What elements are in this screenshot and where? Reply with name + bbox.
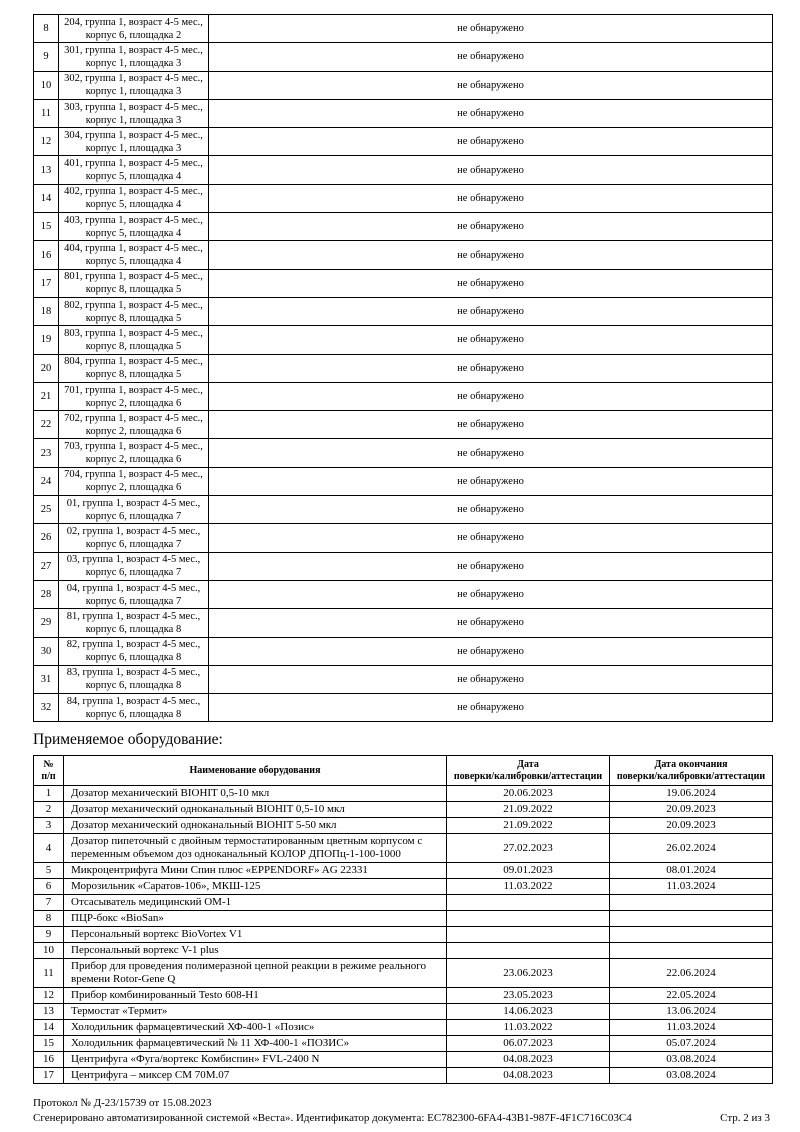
sample-description-line2: корпус 8, площадка 5: [85, 312, 182, 324]
equipment-number-cell: 3: [34, 818, 64, 834]
results-table-body: [34, 15, 773, 722]
equipment-row: [34, 1020, 773, 1036]
equipment-date-end-cell: 19.06.2024: [610, 786, 773, 802]
sample-row: [34, 156, 773, 184]
equipment-name-cell: Прибор для проведения полимеразной цепной реакции в режиме реального времени Rotor-Gene Q: [64, 959, 447, 988]
equipment-date-cell: 04.08.2023: [447, 1052, 610, 1068]
sample-row: [34, 128, 773, 156]
sample-row: [34, 609, 773, 637]
equipment-date-cell: 06.07.2023: [447, 1036, 610, 1052]
equipment-header-date-end-line2: поверки/калибровки/аттестации: [616, 770, 766, 782]
sample-description-cell: [59, 496, 209, 524]
sample-description-cell: [59, 580, 209, 608]
sample-description-line2: корпус 1, площадка 3: [85, 86, 182, 98]
sample-number-cell: 26: [34, 524, 59, 552]
equipment-number-cell: 2: [34, 802, 64, 818]
sample-description-line2: корпус 1, площадка 3: [85, 114, 182, 126]
equipment-date-cell: [447, 943, 610, 959]
sample-result-cell: не обнаружено: [209, 241, 773, 269]
equipment-row: [34, 1036, 773, 1052]
sample-row: [34, 184, 773, 212]
equipment-row: [34, 1052, 773, 1068]
sample-description-line2: корпус 8, площадка 5: [85, 284, 182, 296]
equipment-date-end-cell: 08.01.2024: [610, 863, 773, 879]
sample-description-line1: 804, группа 1, возраст 4-5 мес.,: [64, 356, 203, 368]
sample-number-cell: 22: [34, 411, 59, 439]
sample-description-line2: корпус 2, площадка 6: [85, 425, 182, 437]
equipment-date-cell: 09.01.2023: [447, 863, 610, 879]
equipment-number-cell: 4: [34, 834, 64, 863]
sample-description-line2: корпус 6, площадка 8: [85, 652, 182, 664]
sample-description-line1: 01, группа 1, возраст 4-5 мес.,: [66, 497, 201, 509]
page-number: Стр. 2 из 3: [720, 1112, 770, 1125]
equipment-header-num: [34, 756, 64, 786]
equipment-number-cell: 14: [34, 1020, 64, 1036]
sample-description-line2: корпус 5, площадка 4: [85, 171, 182, 183]
sample-number-cell: 32: [34, 694, 59, 722]
sample-description-cell: [59, 665, 209, 693]
equipment-table-head: [34, 756, 773, 786]
equipment-row: [34, 786, 773, 802]
sample-description-line2: корпус 5, площадка 4: [85, 256, 182, 268]
sample-result-cell: не обнаружено: [209, 382, 773, 410]
equipment-row: [34, 927, 773, 943]
sample-number-cell: 14: [34, 184, 59, 212]
sample-description-line2: корпус 6, площадка 2: [85, 29, 182, 41]
equipment-date-end-cell: 20.09.2023: [610, 802, 773, 818]
sample-description-cell: [59, 439, 209, 467]
sample-description-line2: корпус 1, площадка 3: [85, 142, 182, 154]
sample-result-cell: не обнаружено: [209, 354, 773, 382]
sample-result-cell: не обнаружено: [209, 184, 773, 212]
equipment-name-cell: Термостат «Термит»: [64, 1004, 447, 1020]
equipment-row: [34, 911, 773, 927]
sample-description-line2: корпус 8, площадка 5: [85, 369, 182, 381]
equipment-date-end-cell: [610, 911, 773, 927]
equipment-header-date-end-line1: Дата окончания: [654, 759, 728, 771]
sample-row: [34, 326, 773, 354]
equipment-number-cell: 16: [34, 1052, 64, 1068]
sample-number-cell: 25: [34, 496, 59, 524]
equipment-row: [34, 863, 773, 879]
sample-description-cell: [59, 269, 209, 297]
sample-description-line2: корпус 6, площадка 8: [85, 623, 182, 635]
sample-description-line1: 704, группа 1, возраст 4-5 мес.,: [64, 469, 203, 481]
equipment-name-cell: Персональный вортекс V-1 plus: [64, 943, 447, 959]
sample-description-line2: корпус 6, площадка 8: [85, 680, 182, 692]
sample-description-cell: [59, 71, 209, 99]
sample-description-line1: 402, группа 1, возраст 4-5 мес.,: [64, 186, 203, 198]
sample-row: [34, 99, 773, 127]
equipment-header-date-end: [610, 756, 773, 786]
equipment-name-cell: Центрифуга «Фуга/вортекс Комбиспин» FVL-2400 N: [64, 1052, 447, 1068]
sample-number-cell: 27: [34, 552, 59, 580]
sample-description-cell: [59, 411, 209, 439]
equipment-row: [34, 834, 773, 863]
equipment-name-cell: Дозатор пипеточный с двойным термостатированным цветным корпусом с переменным объемом доз одноканальный КОЛОР ДПОПц-1-100-1000: [64, 834, 447, 863]
sample-description-line1: 801, группа 1, возраст 4-5 мес.,: [64, 271, 203, 283]
sample-number-cell: 31: [34, 665, 59, 693]
sample-number-cell: 20: [34, 354, 59, 382]
sample-result-cell: не обнаружено: [209, 128, 773, 156]
equipment-date-end-cell: 22.05.2024: [610, 988, 773, 1004]
sample-result-cell: не обнаружено: [209, 326, 773, 354]
equipment-number-cell: 12: [34, 988, 64, 1004]
equipment-row: [34, 802, 773, 818]
sample-number-cell: 17: [34, 269, 59, 297]
equipment-name-cell: Центрифуга – миксер СМ 70М.07: [64, 1068, 447, 1084]
sample-result-cell: не обнаружено: [209, 524, 773, 552]
equipment-date-cell: 14.06.2023: [447, 1004, 610, 1020]
sample-row: [34, 580, 773, 608]
equipment-date-cell: 23.05.2023: [447, 988, 610, 1004]
equipment-number-cell: 9: [34, 927, 64, 943]
sample-description-line2: корпус 2, площадка 6: [85, 482, 182, 494]
sample-number-cell: 9: [34, 43, 59, 71]
equipment-number-cell: 10: [34, 943, 64, 959]
equipment-row: [34, 959, 773, 988]
sample-description-cell: [59, 297, 209, 325]
sample-description-line1: 802, группа 1, возраст 4-5 мес.,: [64, 299, 203, 311]
equipment-header-date-line2: поверки/калибровки/аттестации: [453, 770, 603, 782]
sample-result-cell: не обнаружено: [209, 213, 773, 241]
sample-number-cell: 29: [34, 609, 59, 637]
sample-result-cell: не обнаружено: [209, 269, 773, 297]
sample-number-cell: 16: [34, 241, 59, 269]
equipment-date-end-cell: 03.08.2024: [610, 1052, 773, 1068]
sample-row: [34, 354, 773, 382]
sample-description-cell: [59, 524, 209, 552]
sample-result-cell: не обнаружено: [209, 694, 773, 722]
sample-description-line1: 302, группа 1, возраст 4-5 мес.,: [64, 73, 203, 85]
equipment-name-cell: Отсасыватель медицинский ОМ-1: [64, 895, 447, 911]
equipment-date-cell: 27.02.2023: [447, 834, 610, 863]
equipment-number-cell: 15: [34, 1036, 64, 1052]
equipment-date-cell: 20.06.2023: [447, 786, 610, 802]
equipment-date-end-cell: 03.08.2024: [610, 1068, 773, 1084]
sample-description-cell: [59, 552, 209, 580]
equipment-date-cell: [447, 911, 610, 927]
sample-number-cell: 13: [34, 156, 59, 184]
equipment-date-end-cell: 13.06.2024: [610, 1004, 773, 1020]
sample-number-cell: 23: [34, 439, 59, 467]
sample-row: [34, 269, 773, 297]
sample-description-line1: 701, группа 1, возраст 4-5 мес.,: [64, 384, 203, 396]
sample-row: [34, 665, 773, 693]
equipment-name-cell: Дозатор механический одноканальный BIOHIT 5-50 мкл: [64, 818, 447, 834]
sample-description-cell: [59, 43, 209, 71]
equipment-date-end-cell: [610, 943, 773, 959]
sample-description-line2: корпус 5, площадка 4: [85, 227, 182, 239]
equipment-row: [34, 895, 773, 911]
equipment-name-cell: Прибор комбинированный Testo 608-H1: [64, 988, 447, 1004]
sample-description-line1: 03, группа 1, возраст 4-5 мес.,: [66, 554, 201, 566]
sample-result-cell: не обнаружено: [209, 467, 773, 495]
equipment-name-cell: Холодильник фармацевтический № 11 ХФ-400-1 «ПОЗИС»: [64, 1036, 447, 1052]
sample-row: [34, 43, 773, 71]
sample-description-line1: 84, группа 1, возраст 4-5 мес.,: [66, 695, 201, 707]
footer-generated-row: [33, 1111, 772, 1126]
sample-description-line1: 301, группа 1, возраст 4-5 мес.,: [64, 44, 203, 56]
sample-description-cell: [59, 382, 209, 410]
sample-result-cell: не обнаружено: [209, 411, 773, 439]
sample-description-line1: 401, группа 1, возраст 4-5 мес.,: [64, 158, 203, 170]
equipment-row: [34, 988, 773, 1004]
sample-description-cell: [59, 241, 209, 269]
sample-number-cell: 18: [34, 297, 59, 325]
sample-row: [34, 213, 773, 241]
sample-row: [34, 382, 773, 410]
equipment-number-cell: 7: [34, 895, 64, 911]
sample-result-cell: не обнаружено: [209, 71, 773, 99]
sample-description-cell: [59, 354, 209, 382]
equipment-section-title: Применяемое оборудование:: [33, 731, 223, 749]
equipment-table-body: [34, 786, 773, 1084]
equipment-date-end-cell: 22.06.2024: [610, 959, 773, 988]
equipment-name-cell: Дозатор механический BIOHIT 0,5-10 мкл: [64, 786, 447, 802]
sample-number-cell: 30: [34, 637, 59, 665]
sample-result-cell: не обнаружено: [209, 156, 773, 184]
sample-row: [34, 552, 773, 580]
sample-result-cell: не обнаружено: [209, 637, 773, 665]
sample-row: [34, 496, 773, 524]
sample-description-line1: 702, группа 1, возраст 4-5 мес.,: [64, 412, 203, 424]
sample-description-line1: 204, группа 1, возраст 4-5 мес.,: [64, 16, 203, 28]
equipment-name-cell: Дозатор механический одноканальный BIOHIT 0,5-10 мкл: [64, 802, 447, 818]
equipment-number-cell: 17: [34, 1068, 64, 1084]
sample-description-line2: корпус 2, площадка 6: [85, 454, 182, 466]
equipment-row: [34, 943, 773, 959]
sample-description-line1: 82, группа 1, возраст 4-5 мес.,: [66, 639, 201, 651]
equipment-number-cell: 1: [34, 786, 64, 802]
sample-row: [34, 524, 773, 552]
sample-description-line2: корпус 6, площадка 7: [85, 538, 182, 550]
sample-description-cell: [59, 467, 209, 495]
equipment-name-cell: Персональный вортекс BioVortex V1: [64, 927, 447, 943]
sample-result-cell: не обнаружено: [209, 665, 773, 693]
equipment-header-date: [447, 756, 610, 786]
equipment-name-cell: Холодильник фармацевтический ХФ-400-1 «Позис»: [64, 1020, 447, 1036]
sample-number-cell: 24: [34, 467, 59, 495]
equipment-date-end-cell: 11.03.2024: [610, 1020, 773, 1036]
sample-number-cell: 19: [34, 326, 59, 354]
equipment-number-cell: 11: [34, 959, 64, 988]
equipment-date-end-cell: 05.07.2024: [610, 1036, 773, 1052]
footer-generated-line: Сгенерировано автоматизированной системой «Веста». Идентификатор документа: EC782300-6FA4-43B1-987F-4F1C716C03C4: [33, 1112, 632, 1125]
sample-result-cell: не обнаружено: [209, 439, 773, 467]
sample-row: [34, 411, 773, 439]
equipment-date-cell: 11.03.2022: [447, 879, 610, 895]
equipment-row: [34, 1004, 773, 1020]
sample-description-line1: 83, группа 1, возраст 4-5 мес.,: [66, 667, 201, 679]
results-table: [33, 14, 773, 722]
sample-result-cell: не обнаружено: [209, 43, 773, 71]
equipment-header-num-line1: №: [43, 759, 54, 771]
page-footer: [33, 1096, 772, 1126]
sample-description-cell: [59, 326, 209, 354]
sample-row: [34, 694, 773, 722]
sample-description-line2: корпус 1, площадка 3: [85, 57, 182, 69]
sample-result-cell: не обнаружено: [209, 297, 773, 325]
sample-row: [34, 439, 773, 467]
sample-description-cell: [59, 637, 209, 665]
equipment-table: [33, 755, 773, 1084]
equipment-date-end-cell: 20.09.2023: [610, 818, 773, 834]
sample-description-line2: корпус 5, площадка 4: [85, 199, 182, 211]
sample-description-line1: 04, группа 1, возраст 4-5 мес.,: [66, 582, 201, 594]
equipment-date-cell: 21.09.2022: [447, 802, 610, 818]
sample-description-cell: [59, 694, 209, 722]
equipment-row: [34, 879, 773, 895]
sample-row: [34, 241, 773, 269]
equipment-date-cell: [447, 927, 610, 943]
equipment-row: [34, 818, 773, 834]
equipment-header-date-line1: Дата: [517, 759, 539, 771]
sample-description-cell: [59, 99, 209, 127]
sample-description-line1: 803, группа 1, возраст 4-5 мес.,: [64, 327, 203, 339]
sample-description-line2: корпус 2, площадка 6: [85, 397, 182, 409]
sample-description-line1: 404, группа 1, возраст 4-5 мес.,: [64, 243, 203, 255]
equipment-date-end-cell: 11.03.2024: [610, 879, 773, 895]
sample-number-cell: 11: [34, 99, 59, 127]
sample-description-line2: корпус 6, площадка 7: [85, 510, 182, 522]
page-content: [33, 14, 772, 1126]
sample-result-cell: не обнаружено: [209, 15, 773, 43]
equipment-date-cell: 23.06.2023: [447, 959, 610, 988]
sample-result-cell: не обнаружено: [209, 580, 773, 608]
sample-result-cell: не обнаружено: [209, 552, 773, 580]
equipment-date-end-cell: 26.02.2024: [610, 834, 773, 863]
equipment-name-cell: Морозильник «Саратов-106», МКШ-125: [64, 879, 447, 895]
equipment-date-cell: [447, 895, 610, 911]
sample-description-line1: 703, группа 1, возраст 4-5 мес.,: [64, 441, 203, 453]
sample-description-line2: корпус 8, площадка 5: [85, 340, 182, 352]
equipment-number-cell: 8: [34, 911, 64, 927]
sample-row: [34, 15, 773, 43]
sample-description-line2: корпус 6, площадка 8: [85, 708, 182, 720]
equipment-number-cell: 5: [34, 863, 64, 879]
equipment-date-cell: 21.09.2022: [447, 818, 610, 834]
equipment-date-end-cell: [610, 927, 773, 943]
equipment-name-cell: Микроцентрифуга Мини Спин плюс «EPPENDORF» AG 22331: [64, 863, 447, 879]
sample-description-cell: [59, 128, 209, 156]
sample-number-cell: 10: [34, 71, 59, 99]
sample-row: [34, 71, 773, 99]
sample-number-cell: 8: [34, 15, 59, 43]
equipment-date-cell: 04.08.2023: [447, 1068, 610, 1084]
sample-row: [34, 297, 773, 325]
sample-number-cell: 21: [34, 382, 59, 410]
sample-description-line1: 303, группа 1, возраст 4-5 мес.,: [64, 101, 203, 113]
sample-description-line1: 304, группа 1, возраст 4-5 мес.,: [64, 129, 203, 141]
equipment-name-cell: ПЦР-бокс «BioSan»: [64, 911, 447, 927]
equipment-header-row: [34, 756, 773, 786]
sample-description-line1: 403, группа 1, возраст 4-5 мес.,: [64, 214, 203, 226]
sample-result-cell: не обнаружено: [209, 99, 773, 127]
sample-description-cell: [59, 184, 209, 212]
sample-description-line2: корпус 6, площадка 7: [85, 567, 182, 579]
sample-description-line2: корпус 6, площадка 7: [85, 595, 182, 607]
equipment-row: [34, 1068, 773, 1084]
equipment-date-cell: 11.03.2022: [447, 1020, 610, 1036]
equipment-header-name: Наименование оборудования: [64, 756, 447, 786]
sample-description-cell: [59, 609, 209, 637]
equipment-number-cell: 6: [34, 879, 64, 895]
sample-description-cell: [59, 156, 209, 184]
sample-description-line1: 81, группа 1, возраст 4-5 мес.,: [66, 610, 201, 622]
sample-description-line1: 02, группа 1, возраст 4-5 мес.,: [66, 525, 201, 537]
sample-row: [34, 467, 773, 495]
sample-number-cell: 15: [34, 213, 59, 241]
sample-description-cell: [59, 213, 209, 241]
sample-description-cell: [59, 15, 209, 43]
sample-result-cell: не обнаружено: [209, 609, 773, 637]
sample-row: [34, 637, 773, 665]
sample-number-cell: 12: [34, 128, 59, 156]
equipment-header-num-line2: п/п: [41, 770, 56, 782]
footer-protocol-line: Протокол № Д-23/15739 от 15.08.2023: [33, 1097, 212, 1110]
equipment-number-cell: 13: [34, 1004, 64, 1020]
equipment-date-end-cell: [610, 895, 773, 911]
sample-result-cell: не обнаружено: [209, 496, 773, 524]
sample-number-cell: 28: [34, 580, 59, 608]
